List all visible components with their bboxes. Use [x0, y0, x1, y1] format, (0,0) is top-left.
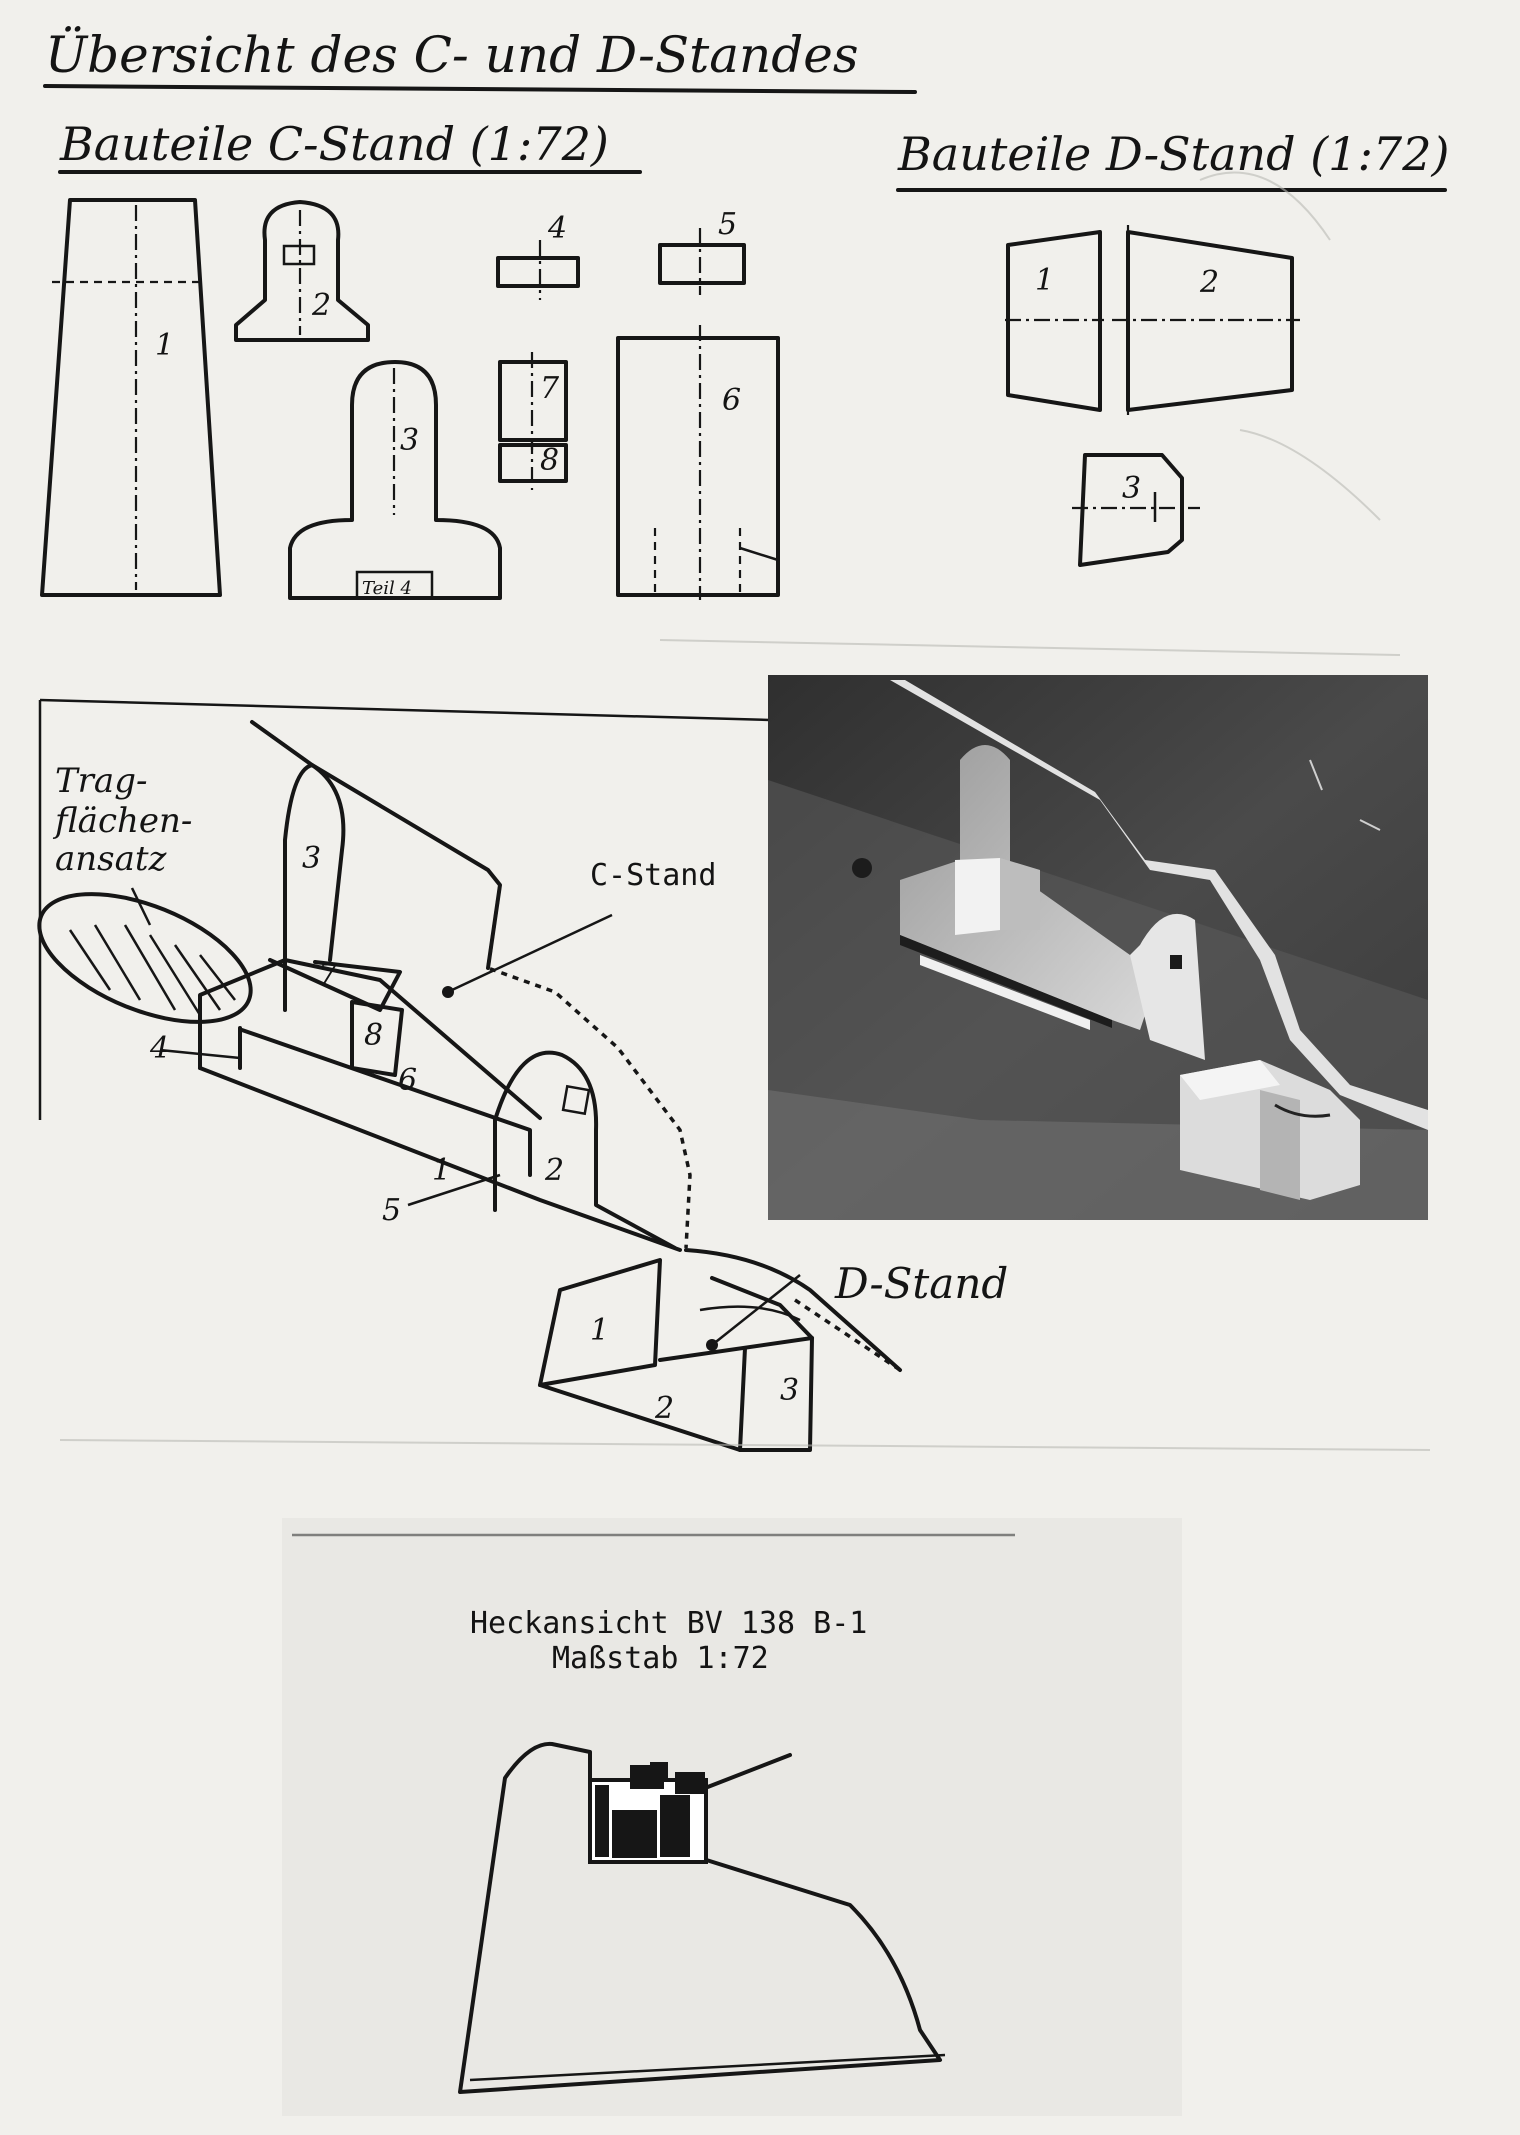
svg-text:4: 4 [548, 211, 568, 246]
svg-text:8: 8 [540, 443, 560, 478]
frame-line-top [40, 700, 770, 720]
svg-text:1: 1 [155, 328, 175, 363]
c-stand-parts-heading: Bauteile C-Stand (1:72) [60, 117, 609, 171]
model-photo [768, 675, 1428, 1220]
rear-view [282, 1518, 1182, 2116]
asm-label-6: 6 [398, 1063, 418, 1098]
asm-label-7: 7 [318, 958, 338, 993]
c-part-2 [236, 202, 368, 340]
asm-label-5: 5 [382, 1193, 402, 1228]
svg-text:7: 7 [540, 371, 560, 406]
svg-text:3: 3 [400, 423, 420, 458]
c-part-7 [500, 352, 566, 450]
svg-text:6: 6 [722, 383, 742, 418]
svg-text:2: 2 [312, 288, 332, 323]
c-part-4 [498, 211, 578, 300]
asm-label-8: 8 [364, 1018, 384, 1053]
page-title: Übersicht des C- und D-Standes [45, 26, 859, 84]
svg-text:3: 3 [1122, 471, 1142, 506]
d-stand-callout: D-Stand [835, 1259, 1009, 1308]
d-asm-label-1: 1 [590, 1313, 610, 1348]
fuselage-outline-upper [252, 722, 500, 968]
c-part-3 [290, 362, 500, 599]
part-5-leader [408, 1175, 500, 1205]
d-asm-part-3-edge [740, 1348, 745, 1450]
c-part-5 [660, 207, 744, 295]
svg-text:1: 1 [1035, 263, 1055, 298]
asm-label-4: 4 [150, 1031, 170, 1066]
asm-label-3: 3 [302, 841, 322, 876]
title-underline [45, 86, 915, 92]
d-asm-label-3: 3 [780, 1373, 800, 1408]
c-part-1 [42, 200, 220, 595]
d-part-2 [1112, 225, 1300, 415]
c-part-6 [618, 325, 778, 600]
teil-4-tag: Teil 4 [362, 578, 412, 599]
c-asm-part-2 [495, 1053, 675, 1248]
c-stand-leader [452, 915, 612, 990]
asm-label-2: 2 [545, 1153, 565, 1188]
rear-view-title: Heckansicht BV 138 B-1 [470, 1606, 868, 1641]
svg-text:5: 5 [718, 207, 738, 242]
wing-root-label: Trag- flächen- ansatz [55, 761, 193, 879]
asm-label-1: 1 [432, 1153, 452, 1188]
wing-hatching [70, 925, 235, 1015]
d-part-1 [1005, 232, 1104, 410]
c-stand-callout: C-Stand [590, 858, 717, 893]
d-part-3 [1072, 455, 1200, 565]
wing-leader [132, 888, 150, 925]
d-stand-parts-heading: Bauteile D-Stand (1:72) [898, 127, 1450, 181]
d-asm-label-2: 2 [655, 1391, 675, 1426]
rear-view-scale: Maßstab 1:72 [552, 1641, 769, 1676]
c-part-8 [500, 438, 566, 490]
svg-text:2: 2 [1200, 265, 1220, 300]
